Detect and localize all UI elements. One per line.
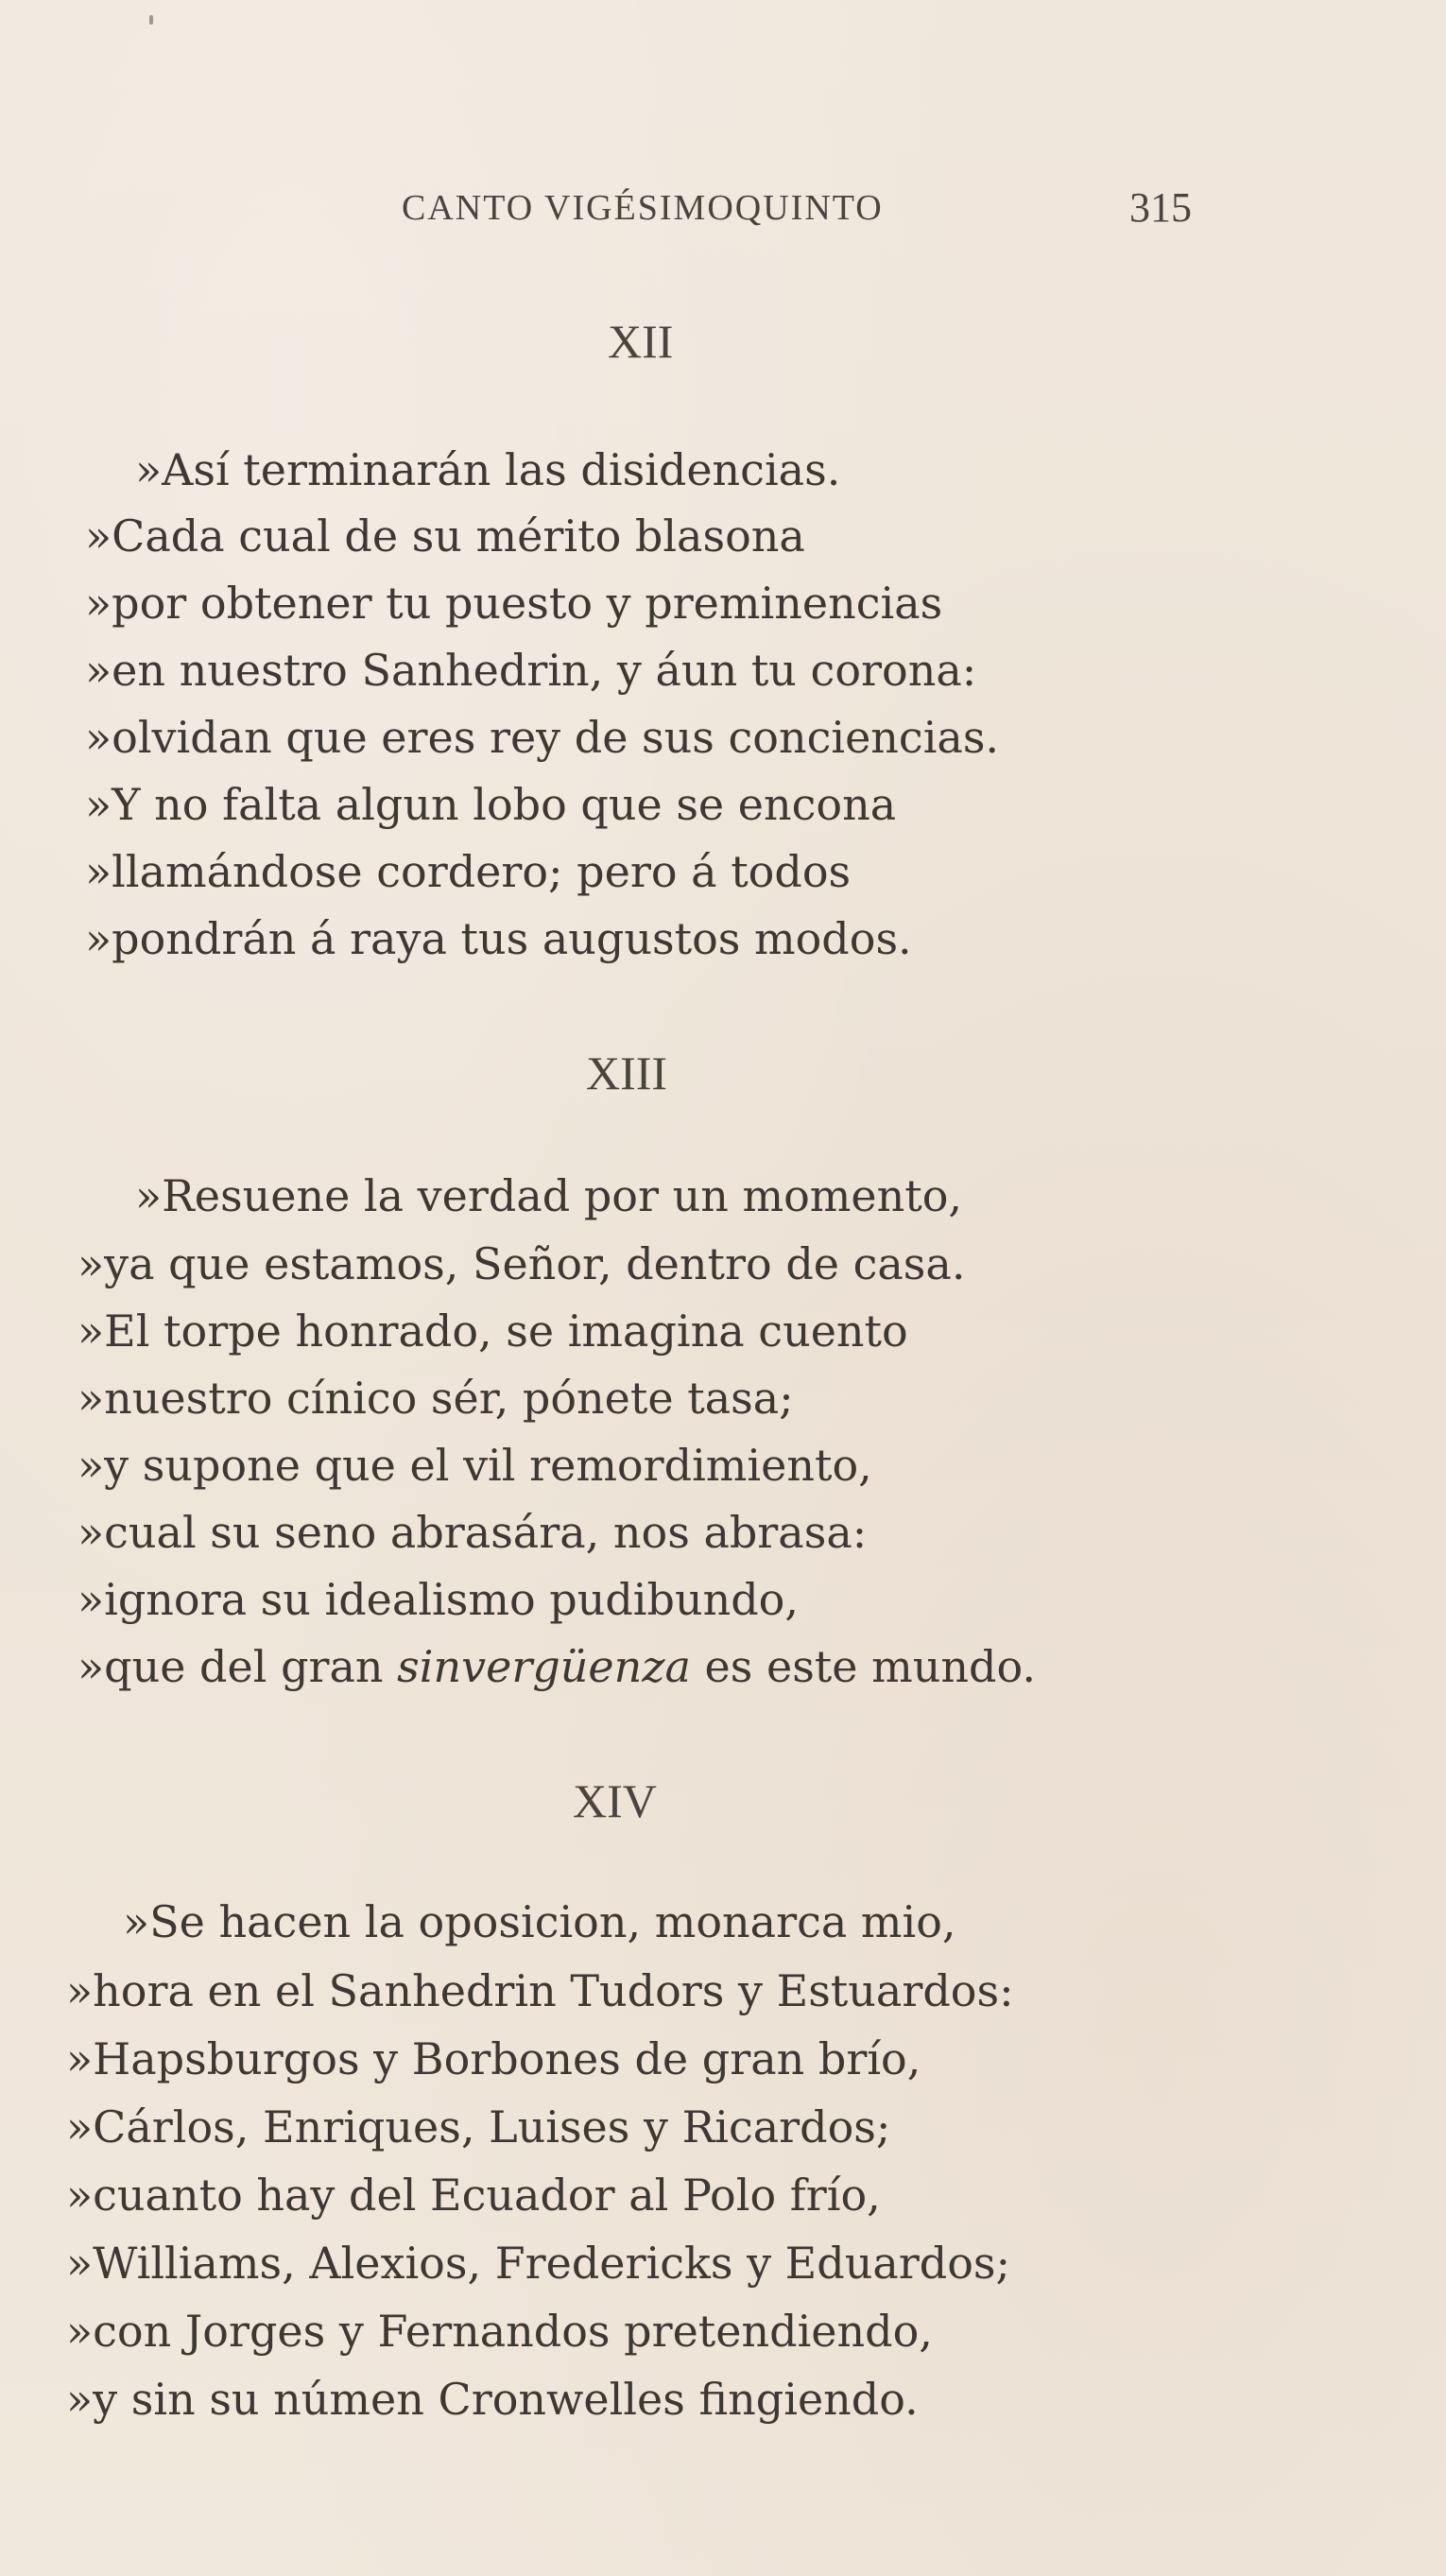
stanza-heading-xii: XII bbox=[608, 315, 674, 368]
verse-line: »El torpe honrado, se imagina cuento bbox=[77, 1305, 908, 1357]
verse-line: »ya que estamos, Señor, dentro de casa. bbox=[77, 1238, 966, 1289]
verse-line: »en nuestro Sanhedrin, y áun tu corona: bbox=[85, 645, 977, 696]
verse-line: »Y no falta algun lobo que se encona bbox=[85, 779, 897, 830]
verse-line: »pondrán á raya tus augustos modos. bbox=[85, 913, 912, 964]
verse-line: »con Jorges y Fernandos pretendiendo, bbox=[66, 2306, 933, 2357]
stanza-heading-xiii: XIII bbox=[586, 1046, 668, 1099]
verse-line: »Se hacen la oposicion, monarca mio, bbox=[123, 1896, 956, 1947]
verse-line-with-italic bbox=[77, 1641, 1036, 1692]
verse-line: »Williams, Alexios, Fredericks y Eduardos; bbox=[66, 2238, 1010, 2289]
verse-line: »y sin su númen Cronwelles fingiendo. bbox=[66, 2374, 919, 2425]
verse-line: »cual su seno abrasára, nos abrasa: bbox=[77, 1507, 868, 1558]
verse-line: »cuanto hay del Ecuador al Polo frío, bbox=[66, 2170, 881, 2221]
stanza-heading-xiv: XIV bbox=[573, 1774, 657, 1827]
verse-line: »Cada cual de su mérito blasona bbox=[85, 510, 805, 562]
running-title: CANTO VIGÉSIMOQUINTO bbox=[402, 188, 884, 228]
verse-line: »y supone que el vil remordimiento, bbox=[77, 1440, 872, 1491]
verse-line: »por obtener tu puesto y preminencias bbox=[85, 578, 943, 629]
verse-line: »Resuene la verdad por un momento, bbox=[135, 1170, 963, 1221]
verse-line: »llamándose cordero; pero á todos bbox=[85, 846, 852, 897]
verse-line: »Hapsburgos y Borbones de gran brío, bbox=[66, 2033, 921, 2084]
verse-line: »ignora su idealismo pudibundo, bbox=[77, 1574, 799, 1625]
verse-line: »Cárlos, Enriques, Luises y Ricardos; bbox=[66, 2101, 891, 2152]
verse-line: »hora en el Sanhedrin Tudors y Estuardos: bbox=[66, 1965, 1014, 2016]
verse-line: »olvidan que eres rey de sus conciencias. bbox=[85, 712, 1000, 763]
verse-line: »nuestro cínico sér, pónete tasa; bbox=[77, 1373, 794, 1424]
italic-word: sinvergüenza bbox=[397, 1641, 691, 1692]
paper-speck bbox=[149, 15, 153, 25]
verse-text: »que del gran bbox=[77, 1641, 398, 1692]
verse-text: es este mundo. bbox=[690, 1641, 1036, 1692]
page-number: 315 bbox=[1129, 184, 1192, 231]
verse-line: »Así terminarán las disidencias. bbox=[135, 444, 841, 495]
